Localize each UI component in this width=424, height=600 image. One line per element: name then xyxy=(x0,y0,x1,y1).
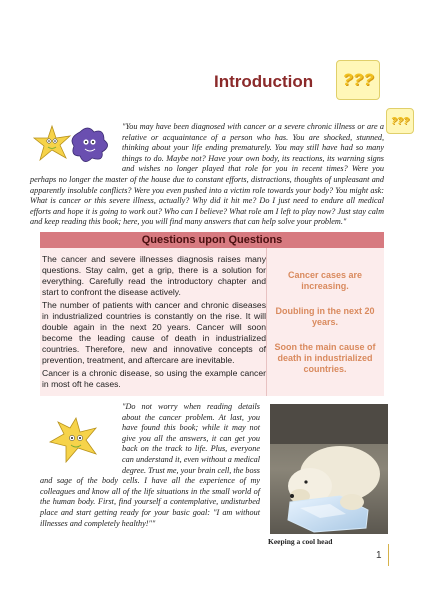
brain-cell-illustration xyxy=(40,414,116,474)
quote-text: "Do not worry when reading details about the cancer problem. At last, you have found this book; while it may not give you all the answers, it can get you back on the track to life. Plus, everyone can understand it, even without a medical degree. Trust me, your brain cell, the boss and sage of the body cells. I have all the experience of my colleagues and know all of the life situations in the small world of the human body. First, find yourself a contemplative, undisturbed place and start getting ready for your basic goal: "I am without illnesses and completely healthy!"" xyxy=(40,402,260,528)
section-paragraph-3: Cancer is a chronic disease, so using the example cancer in most oft he cases. xyxy=(42,368,266,389)
intro-paragraph xyxy=(30,122,384,228)
section-divider xyxy=(266,248,267,396)
section-heading: Questions upon Questions xyxy=(40,232,384,248)
photo-caption: Keeping a cool head xyxy=(268,537,333,546)
highlight-1: Cancer cases are increasing. xyxy=(287,270,363,291)
section-highlights xyxy=(270,270,380,389)
section-paragraph-2: The number of patients with cancer and chronic diseases in industrialized countries is constantly on the rise. It will double again in the next 20 years. Cancer will soon become the leading cause of death in industrialized countries. Therefore, new and innovative concepts of prevention, treatment, and aftercare are inevitable. xyxy=(42,300,266,365)
section-paragraph-1: The cancer and severe illnesses diagnosis raises many questions. Stay calm, get a grip, there is a solution for everything. Carefully read the introductory chapter and start to confront the disease actively. xyxy=(42,254,266,297)
polar-bear-photo xyxy=(270,404,388,534)
page-title: Introduction xyxy=(214,72,314,91)
highlight-3: Soon the main cause of death in industrialized countries. xyxy=(274,342,376,374)
question-marks-badge: ??? xyxy=(336,60,380,100)
cell-characters-illustration xyxy=(30,122,116,168)
intro-text: "You may have been diagnosed with cancer or a severe chronic illness or are a relative or acquaintance of a person who has. You are shocked, stunned, thinking about your life ending prematurely. You may still have had so many things to do. Maybe not? Have your own body, its reactions, its warning signs and wishes no longer played that role for you in recent times? Were you perhaps no longer the master of the house due to constant efforts, distractions, thoughts of unpleasant and apparently insoluble conflicts? Were you even pushed into a victim role towards your body? You might ask: What is cancer or this severe illness, actually? Why did it hit me? Do I just need to endure all medical efforts and hope it is going to work out? Who can I believe? What role am I left to play now? Just stay calm and keep reading this book; here, you will find many answers that can help solve your problem." xyxy=(30,122,384,227)
section-text xyxy=(42,254,266,392)
page-number-divider xyxy=(388,544,389,566)
question-marks-side-badge: ??? xyxy=(386,108,414,134)
quote-paragraph xyxy=(40,402,260,529)
page-number: 1 xyxy=(376,550,382,561)
highlight-2: Doubling in the next 20 years. xyxy=(275,306,375,327)
